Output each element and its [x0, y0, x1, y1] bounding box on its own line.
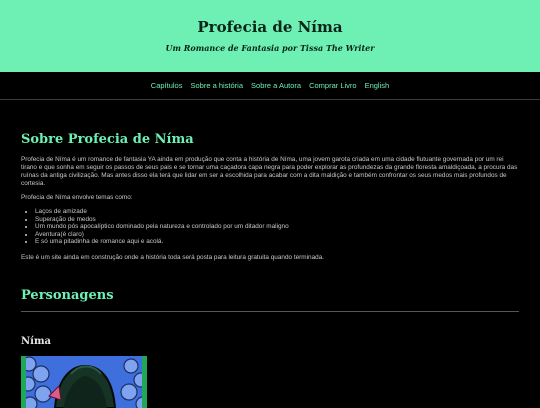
list-item: • Laços de amizade — [35, 208, 509, 216]
nav-link-about-author[interactable]: Sobre a Autora — [251, 81, 302, 90]
main-nav — [0, 72, 540, 100]
themes-list — [29, 208, 509, 246]
list-item: • Superação de medos — [35, 216, 509, 224]
construction-note: Este é um site ainda em construção onde a história toda será posta para leitura gratuita quando terminada. — [21, 254, 325, 261]
divider — [21, 311, 519, 312]
nav-link-buy-book[interactable]: Comprar Livro — [309, 81, 357, 90]
list-item: • Um mundo pós apocalíptico dominado pela natureza e controlado por um ditador maligno — [35, 223, 509, 231]
about-title: Sobre Profecia de Níma — [21, 132, 194, 147]
character-name: Níma — [21, 336, 51, 347]
about-intro: Profecia de Níma é um romance de fantasia YA ainda em produção que conta a história de Níma, uma jovem garota criada em uma cidade flutuante governada por um rei tirano e que sonha em seguir os passos de seus pais e se tornar uma caçadora capa negra para poder explorar as profundezas da grande floresta amaldiçoada, a procura das ruínas da antiga civilização. Mas antes disso ela terá que lidar em ser a escolhida para acabar com a dita maldição e também confrontar os seus medos mais profundos de cortesia. — [21, 156, 518, 187]
characters-title: Personagens — [21, 288, 114, 303]
site-header — [0, 0, 540, 72]
character-illustration-art — [21, 356, 147, 408]
nav-link-chapters[interactable]: Capítulos — [150, 81, 183, 90]
site-title[interactable]: Profecia de Níma — [197, 18, 343, 36]
site-tagline: Um Romance de Fantasia por Tissa The Writer — [165, 43, 375, 53]
nav-link-about-story[interactable]: Sobre a história — [190, 81, 244, 90]
character-illustration — [21, 356, 147, 408]
nav-link-english[interactable]: English — [364, 81, 390, 90]
list-item: • E só uma pitadinha de romance aqui e acolá. — [35, 238, 509, 246]
list-item: • Aventura(é claro) — [35, 231, 509, 239]
themes-intro: Profecia de Níma envolve temas como: — [21, 194, 133, 201]
